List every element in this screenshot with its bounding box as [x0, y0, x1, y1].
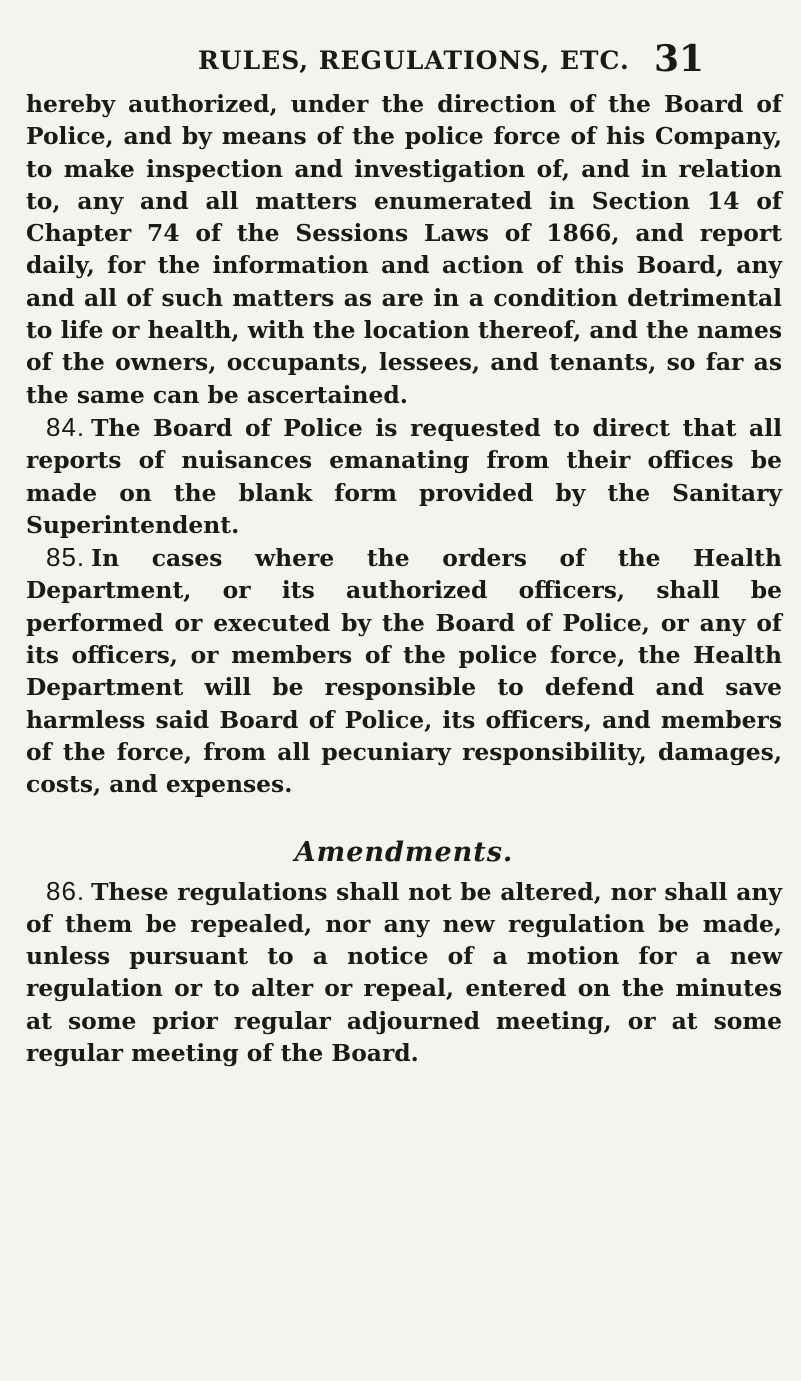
paragraph-text: In cases where the orders of the Health Department, or its authorized officers, shall be performed or executed by the Board of Police, or any of its officers, or members of the police force, the Health Department will be responsible to defend and save harmless said Board of Police, its officers, and members of the force, from all pecuniary responsibility, damages, costs, and expenses.: [26, 544, 782, 799]
paragraph-number: 84.: [46, 411, 86, 442]
paragraph-continued: [26, 88, 782, 411]
running-title: RULES, REGULATIONS, ETC.: [198, 46, 630, 75]
paragraph-85: [26, 541, 782, 800]
paragraph-text: The Board of Police is requested to direct that all reports of nuisances emanating from their offices be made on the blank form provided by the Sanitary Superintendent.: [26, 413, 782, 539]
paragraph-number: 86.: [46, 875, 86, 906]
body-text: [26, 88, 782, 1069]
page-number: 31: [654, 38, 705, 80]
paragraph-text: These regulations shall not be altered, nor shall any of them be repealed, nor any new regulation be made, unless pursuant to a notice of a motion for a new regulation or to alter or repeal, entered on the minutes at some prior regular adjourned meeting, or at some regular meeting of the Board.: [26, 877, 782, 1068]
paragraph-84: [26, 411, 782, 541]
paragraph-86: [26, 875, 782, 1070]
paragraph-text: hereby authorized, under the direction of the Board of Police, and by means of the police force of his Company, to make inspection and investigation of, and in relation to, any and all matters enumerated in Section 14 of Chapter 74 of the Sessions Laws of 1866, and report daily, for the information and action of this Board, any and all of such matters as are in a condition detrimental to life or health, with the location thereof, and the names of the owners, occupants, lessees, and tenants, so far as the same can be ascertained.: [26, 90, 782, 409]
section-heading: Amendments.: [294, 836, 514, 868]
running-head: [0, 38, 801, 82]
paragraph-number: 85.: [46, 542, 86, 573]
